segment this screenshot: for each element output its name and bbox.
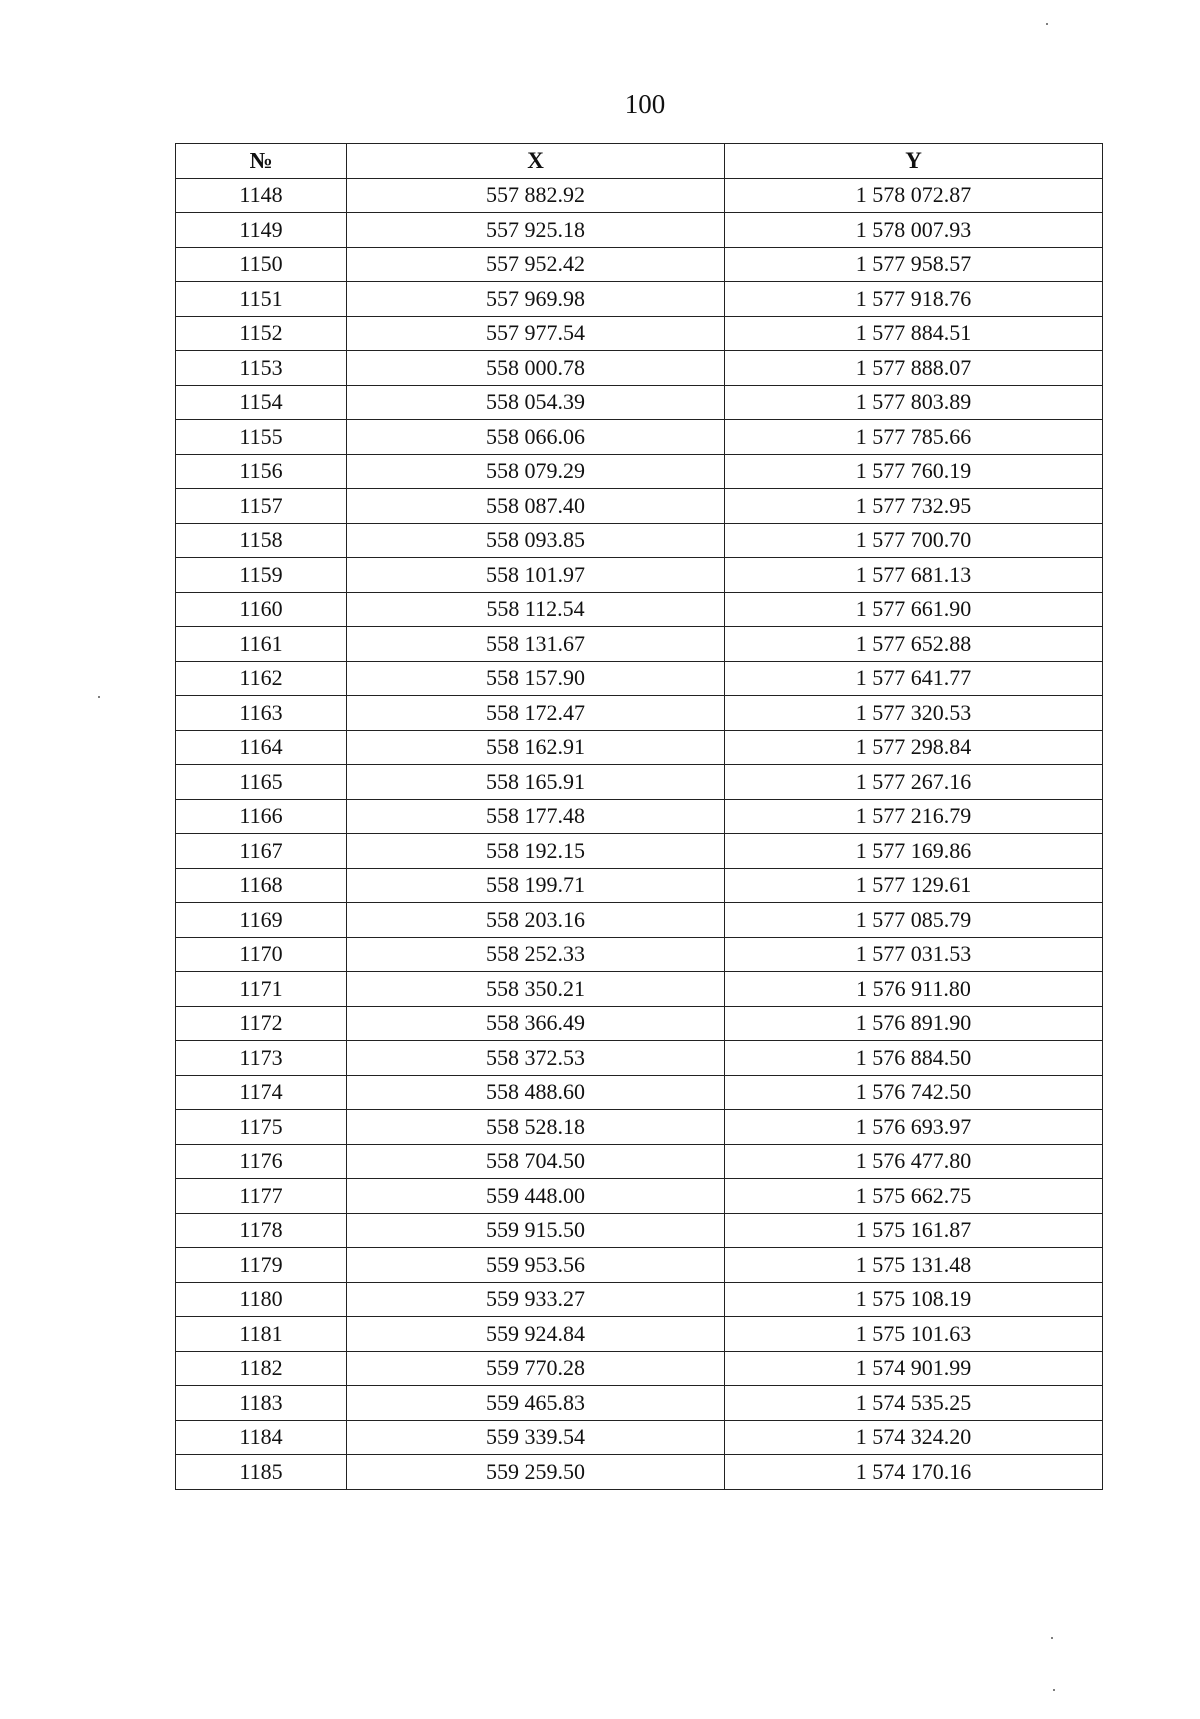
header-number: № (176, 144, 347, 179)
y-coordinate-cell: 1 577 700.70 (725, 523, 1103, 558)
table-row (176, 1179, 1103, 1214)
point-number-cell: 1185 (176, 1455, 347, 1490)
y-coordinate-cell: 1 576 477.80 (725, 1144, 1103, 1179)
table-row (176, 282, 1103, 317)
table-row (176, 1248, 1103, 1283)
y-coordinate-cell: 1 576 884.50 (725, 1041, 1103, 1076)
point-number-cell: 1174 (176, 1075, 347, 1110)
y-coordinate-cell: 1 574 535.25 (725, 1386, 1103, 1421)
x-coordinate-cell: 557 882.92 (347, 178, 725, 213)
table-row (176, 834, 1103, 869)
table-row (176, 1075, 1103, 1110)
point-number-cell: 1181 (176, 1317, 347, 1352)
point-number-cell: 1149 (176, 213, 347, 248)
table-row (176, 523, 1103, 558)
y-coordinate-cell: 1 577 085.79 (725, 903, 1103, 938)
y-coordinate-cell: 1 575 108.19 (725, 1282, 1103, 1317)
y-coordinate-cell: 1 577 884.51 (725, 316, 1103, 351)
x-coordinate-cell: 558 172.47 (347, 696, 725, 731)
x-coordinate-cell: 559 259.50 (347, 1455, 725, 1490)
y-coordinate-cell: 1 575 161.87 (725, 1213, 1103, 1248)
y-coordinate-cell: 1 574 170.16 (725, 1455, 1103, 1490)
table-row (176, 385, 1103, 420)
x-coordinate-cell: 558 101.97 (347, 558, 725, 593)
y-coordinate-cell: 1 578 072.87 (725, 178, 1103, 213)
x-coordinate-cell: 559 339.54 (347, 1420, 725, 1455)
point-number-cell: 1158 (176, 523, 347, 558)
point-number-cell: 1163 (176, 696, 347, 731)
point-number-cell: 1169 (176, 903, 347, 938)
x-coordinate-cell: 557 952.42 (347, 247, 725, 282)
point-number-cell: 1156 (176, 454, 347, 489)
point-number-cell: 1184 (176, 1420, 347, 1455)
y-coordinate-cell: 1 577 760.19 (725, 454, 1103, 489)
table-row (176, 661, 1103, 696)
x-coordinate-cell: 558 112.54 (347, 592, 725, 627)
y-coordinate-cell: 1 576 742.50 (725, 1075, 1103, 1110)
x-coordinate-cell: 558 131.67 (347, 627, 725, 662)
x-coordinate-cell: 558 157.90 (347, 661, 725, 696)
header-x: X (347, 144, 725, 179)
table-row (176, 1110, 1103, 1145)
point-number-cell: 1183 (176, 1386, 347, 1421)
y-coordinate-cell: 1 575 131.48 (725, 1248, 1103, 1283)
y-coordinate-cell: 1 577 652.88 (725, 627, 1103, 662)
y-coordinate-cell: 1 577 918.76 (725, 282, 1103, 317)
point-number-cell: 1150 (176, 247, 347, 282)
y-coordinate-cell: 1 576 693.97 (725, 1110, 1103, 1145)
x-coordinate-cell: 559 924.84 (347, 1317, 725, 1352)
table-row (176, 1144, 1103, 1179)
table-body (176, 178, 1103, 1489)
table-row (176, 972, 1103, 1007)
scan-speck-bottom-right-2 (1053, 1689, 1055, 1691)
y-coordinate-cell: 1 577 298.84 (725, 730, 1103, 765)
table-row (176, 1317, 1103, 1352)
y-coordinate-cell: 1 577 129.61 (725, 868, 1103, 903)
table-row (176, 316, 1103, 351)
table-row (176, 1041, 1103, 1076)
table-row (176, 420, 1103, 455)
point-number-cell: 1179 (176, 1248, 347, 1283)
table-row (176, 247, 1103, 282)
point-number-cell: 1165 (176, 765, 347, 800)
scan-speck-top-right (1046, 23, 1048, 25)
point-number-cell: 1168 (176, 868, 347, 903)
point-number-cell: 1167 (176, 834, 347, 869)
x-coordinate-cell: 557 977.54 (347, 316, 725, 351)
coordinates-table (175, 143, 1103, 1490)
y-coordinate-cell: 1 577 031.53 (725, 937, 1103, 972)
y-coordinate-cell: 1 575 662.75 (725, 1179, 1103, 1214)
x-coordinate-cell: 557 925.18 (347, 213, 725, 248)
y-coordinate-cell: 1 577 661.90 (725, 592, 1103, 627)
header-row (176, 144, 1103, 179)
point-number-cell: 1148 (176, 178, 347, 213)
x-coordinate-cell: 558 000.78 (347, 351, 725, 386)
point-number-cell: 1154 (176, 385, 347, 420)
y-coordinate-cell: 1 578 007.93 (725, 213, 1103, 248)
point-number-cell: 1159 (176, 558, 347, 593)
y-coordinate-cell: 1 577 216.79 (725, 799, 1103, 834)
x-coordinate-cell: 558 252.33 (347, 937, 725, 972)
y-coordinate-cell: 1 574 901.99 (725, 1351, 1103, 1386)
point-number-cell: 1176 (176, 1144, 347, 1179)
x-coordinate-cell: 558 372.53 (347, 1041, 725, 1076)
point-number-cell: 1153 (176, 351, 347, 386)
table-row (176, 1213, 1103, 1248)
point-number-cell: 1160 (176, 592, 347, 627)
y-coordinate-cell: 1 576 891.90 (725, 1006, 1103, 1041)
x-coordinate-cell: 558 162.91 (347, 730, 725, 765)
table-row (176, 558, 1103, 593)
point-number-cell: 1180 (176, 1282, 347, 1317)
table-header (176, 144, 1103, 179)
y-coordinate-cell: 1 574 324.20 (725, 1420, 1103, 1455)
y-coordinate-cell: 1 577 267.16 (725, 765, 1103, 800)
point-number-cell: 1151 (176, 282, 347, 317)
x-coordinate-cell: 558 079.29 (347, 454, 725, 489)
table-row (176, 1455, 1103, 1490)
table-row (176, 903, 1103, 938)
point-number-cell: 1162 (176, 661, 347, 696)
y-coordinate-cell: 1 577 681.13 (725, 558, 1103, 593)
point-number-cell: 1164 (176, 730, 347, 765)
point-number-cell: 1170 (176, 937, 347, 972)
table-row (176, 1282, 1103, 1317)
x-coordinate-cell: 558 165.91 (347, 765, 725, 800)
y-coordinate-cell: 1 576 911.80 (725, 972, 1103, 1007)
scan-speck-bottom-right (1051, 1637, 1053, 1639)
table-row (176, 1006, 1103, 1041)
y-coordinate-cell: 1 577 803.89 (725, 385, 1103, 420)
point-number-cell: 1171 (176, 972, 347, 1007)
point-number-cell: 1155 (176, 420, 347, 455)
table-row (176, 454, 1103, 489)
header-y: Y (725, 144, 1103, 179)
page-number: 100 (624, 89, 666, 119)
x-coordinate-cell: 559 933.27 (347, 1282, 725, 1317)
y-coordinate-cell: 1 577 169.86 (725, 834, 1103, 869)
table-row (176, 937, 1103, 972)
x-coordinate-cell: 558 528.18 (347, 1110, 725, 1145)
x-coordinate-cell: 558 087.40 (347, 489, 725, 524)
table-row (176, 1351, 1103, 1386)
x-coordinate-cell: 559 465.83 (347, 1386, 725, 1421)
table-row (176, 799, 1103, 834)
point-number-cell: 1172 (176, 1006, 347, 1041)
table-row (176, 1420, 1103, 1455)
y-coordinate-cell: 1 577 785.66 (725, 420, 1103, 455)
x-coordinate-cell: 559 770.28 (347, 1351, 725, 1386)
y-coordinate-cell: 1 577 641.77 (725, 661, 1103, 696)
x-coordinate-cell: 559 448.00 (347, 1179, 725, 1214)
x-coordinate-cell: 558 488.60 (347, 1075, 725, 1110)
y-coordinate-cell: 1 575 101.63 (725, 1317, 1103, 1352)
table-row (176, 489, 1103, 524)
table-row (176, 765, 1103, 800)
x-coordinate-cell: 558 704.50 (347, 1144, 725, 1179)
x-coordinate-cell: 558 177.48 (347, 799, 725, 834)
x-coordinate-cell: 558 192.15 (347, 834, 725, 869)
table-row (176, 627, 1103, 662)
point-number-cell: 1166 (176, 799, 347, 834)
y-coordinate-cell: 1 577 732.95 (725, 489, 1103, 524)
table-row (176, 730, 1103, 765)
point-number-cell: 1152 (176, 316, 347, 351)
point-number-cell: 1178 (176, 1213, 347, 1248)
x-coordinate-cell: 558 366.49 (347, 1006, 725, 1041)
table-row (176, 213, 1103, 248)
table-row (176, 351, 1103, 386)
x-coordinate-cell: 558 350.21 (347, 972, 725, 1007)
point-number-cell: 1182 (176, 1351, 347, 1386)
table-row (176, 868, 1103, 903)
table-row (176, 696, 1103, 731)
x-coordinate-cell: 558 199.71 (347, 868, 725, 903)
point-number-cell: 1161 (176, 627, 347, 662)
point-number-cell: 1157 (176, 489, 347, 524)
y-coordinate-cell: 1 577 958.57 (725, 247, 1103, 282)
x-coordinate-cell: 559 953.56 (347, 1248, 725, 1283)
x-coordinate-cell: 558 203.16 (347, 903, 725, 938)
table-row (176, 178, 1103, 213)
x-coordinate-cell: 558 054.39 (347, 385, 725, 420)
scan-speck-left (98, 696, 100, 698)
y-coordinate-cell: 1 577 888.07 (725, 351, 1103, 386)
y-coordinate-cell: 1 577 320.53 (725, 696, 1103, 731)
table-row (176, 1386, 1103, 1421)
x-coordinate-cell: 558 093.85 (347, 523, 725, 558)
x-coordinate-cell: 557 969.98 (347, 282, 725, 317)
x-coordinate-cell: 559 915.50 (347, 1213, 725, 1248)
x-coordinate-cell: 558 066.06 (347, 420, 725, 455)
point-number-cell: 1177 (176, 1179, 347, 1214)
point-number-cell: 1175 (176, 1110, 347, 1145)
point-number-cell: 1173 (176, 1041, 347, 1076)
table-row (176, 592, 1103, 627)
